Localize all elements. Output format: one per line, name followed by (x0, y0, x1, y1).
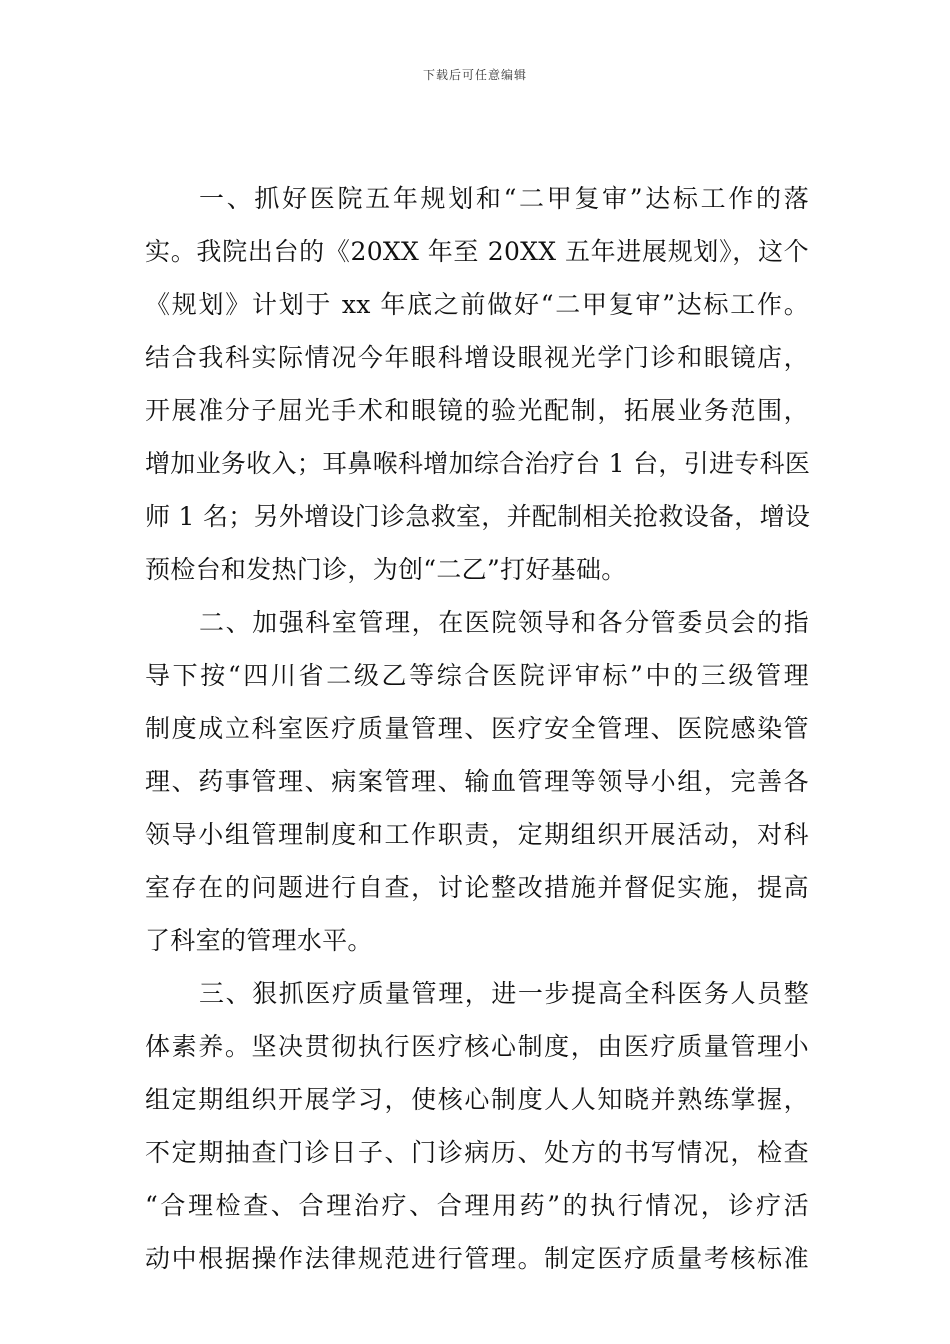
paragraph-line: 结合我科实际情况今年眼科增设眼视光学门诊和眼镜店， (145, 343, 809, 372)
paragraph-line: 领导小组管理制度和工作职责，定期组织开展活动，对科 (145, 820, 809, 849)
paragraph-line: 一、抓好医院五年规划和“二甲复审”达标工作的落 (199, 184, 809, 213)
paragraph-line: 开展准分子屈光手术和眼镜的验光配制，拓展业务范围， (145, 396, 809, 425)
paragraph-line: 组定期组织开展学习，使核心制度人人知晓并熟练掌握， (145, 1085, 809, 1114)
paragraph-line: 动中根据操作法律规范进行管理。制定医疗质量考核标准 (145, 1244, 809, 1273)
paragraph-line: 三、狠抓医疗质量管理，进一步提高全科医务人员整 (199, 979, 809, 1008)
header-note: 下载后可任意编辑 (422, 68, 527, 82)
paragraph-line: 师 1 名；另外增设门诊急救室，并配制相关抢救设备，增设 (145, 502, 811, 531)
paragraph-line: 不定期抽查门诊日子、门诊病历、处方的书写情况，检查 (145, 1138, 809, 1167)
paragraph-line: 《规划》计划于 xx 年底之前做好“二甲复审”达标工作。 (145, 290, 809, 319)
paragraph-line: 了科室的管理水平。 (145, 926, 373, 955)
paragraph-line: 理、药事管理、病案管理、输血管理等领导小组，完善各 (145, 767, 809, 796)
paragraph-line: 增加业务收入；耳鼻喉科增加综合治疗台 1 台，引进专科医 (145, 449, 811, 478)
paragraph-line: 导下按“四川省二级乙等综合医院评审标”中的三级管理 (145, 661, 809, 690)
paragraph-line: 制度成立科室医疗质量管理、医疗安全管理、医院感染管 (145, 714, 809, 743)
paragraph-line: 体素养。坚决贯彻执行医疗核心制度，由医疗质量管理小 (145, 1032, 809, 1061)
paragraph-line: “合理检查、合理治疗、合理用药”的执行情况，诊疗活 (145, 1191, 809, 1220)
paragraph-line: 二、加强科室管理，在医院领导和各分管委员会的指 (199, 608, 809, 637)
paragraph-line: 实。我院出台的《20XX 年至 20XX 五年进展规划》，这个 (145, 237, 809, 266)
paragraph-line: 预检台和发热门诊，为创“二乙”打好基础。 (145, 555, 627, 584)
paragraph-line: 室存在的问题进行自查，讨论整改措施并督促实施，提高 (145, 873, 809, 902)
document-body (145, 172, 809, 1285)
